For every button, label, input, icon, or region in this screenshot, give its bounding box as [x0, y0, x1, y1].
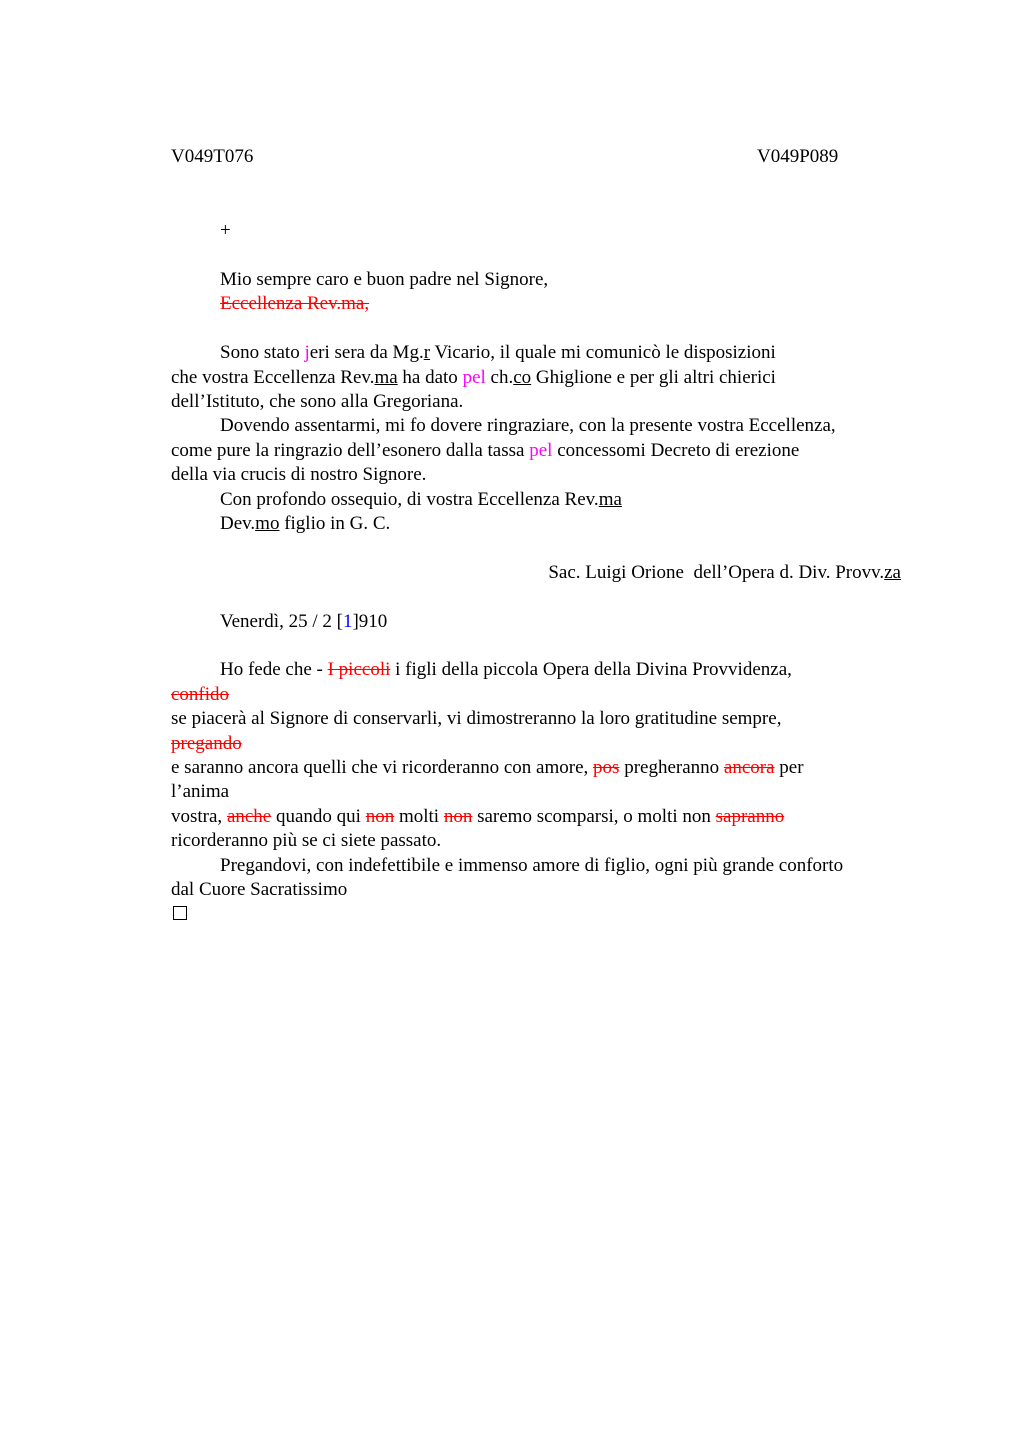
text: eri sera da Mg. [309, 342, 424, 364]
paragraph-3-line-1 [171, 658, 901, 682]
text: i figli della piccola Opera della Divina Provvidenza, [390, 659, 792, 681]
salutation-deleted: Eccellenza Rev.ma, [220, 293, 370, 315]
insertion-mark: pel [462, 366, 486, 388]
salutation: Mio sempre caro e buon padre nel Signore, [220, 268, 549, 290]
text: e saranno ancora quelli che vi ricorderanno con amore, [171, 757, 594, 779]
insertion-mark: j [304, 342, 310, 364]
document-page [171, 146, 901, 927]
deleted-text: pos [593, 757, 620, 779]
signature [171, 561, 901, 585]
volume-text-code: V049T076 [171, 146, 254, 167]
insertion-mark: pel [529, 439, 553, 461]
text: Dev. [220, 513, 256, 535]
paragraph-4-line-2: dal Cuore Sacratissimo [171, 879, 348, 901]
paragraph-4-line-1: Pregandovi, con indefettibile e immenso amore di figlio, ogni più grande conforto [220, 854, 844, 876]
text: Ho fede che - [220, 659, 328, 681]
text: pregheranno [619, 757, 724, 779]
signature-text: Sac. Luigi Orione dell’Opera d. Div. Provv. [548, 561, 885, 583]
abbreviation-suffix: za [884, 561, 901, 583]
abbreviation-suffix: r [423, 342, 431, 364]
end-mark-line [171, 902, 901, 926]
paragraph-2-line-1: Dovendo assentarmi, mi fo dovere ringraziare, con la presente vostra Eccellenza, [220, 415, 836, 437]
text: concessomi Decreto di erezione [552, 439, 800, 461]
editorial-insertion: 1 [342, 610, 353, 632]
date-line [171, 610, 901, 634]
paragraph-2-line-2 [171, 439, 901, 463]
abbreviation-suffix: co [513, 366, 532, 388]
text: saremo scomparsi, o molti non [472, 805, 716, 827]
abbreviation-suffix: ma [374, 366, 398, 388]
text: quando qui [271, 805, 366, 827]
paragraph-1-line-3: dell’Istituto, che sono alla Gregoriana. [171, 390, 464, 412]
paragraph-3-line-7 [171, 805, 901, 829]
paragraph-3-line-3: se piacerà al Signore di conservarli, vi dimostreranno la loro gratitudine sempre, [171, 708, 782, 730]
deleted-text: ancora [723, 757, 775, 779]
cross-mark: + [220, 220, 231, 242]
abbreviation-suffix: ma [598, 488, 622, 510]
deleted-text: pregando [171, 732, 242, 754]
deleted-text: sapranno [715, 805, 785, 827]
deleted-text: non [443, 805, 473, 827]
text: vostra, [171, 805, 227, 827]
text: ch. [485, 366, 514, 388]
text: Sono stato [220, 342, 305, 364]
text: Venerdì, 25 / 2 [ [220, 610, 343, 632]
paragraph-3-line-8: ricorderanno più se ci siete passato. [171, 830, 442, 852]
closing-line-1 [171, 488, 901, 512]
text: Con profondo ossequio, di vostra Eccellenza Rev. [220, 488, 599, 510]
deleted-text: confido [171, 683, 230, 705]
deleted-text: I piccoli [327, 659, 391, 681]
paragraph-3-line-4 [171, 732, 901, 756]
text: Vicario, il quale mi comunicò le disposizioni [430, 342, 776, 364]
paragraph-3-line-2 [171, 683, 901, 707]
document-header [171, 146, 901, 170]
paragraph-3-line-6: l’anima [171, 781, 230, 803]
closing-line-2 [171, 512, 901, 536]
text: ha dato [397, 366, 463, 388]
abbreviation-suffix: mo [255, 513, 280, 535]
text: Ghiglione e per gli altri chierici [531, 366, 776, 388]
paragraph-3-line-5 [171, 756, 901, 780]
deleted-text: anche [226, 805, 272, 827]
salutation-deleted-line [171, 292, 901, 316]
volume-page-code: V049P089 [757, 146, 839, 167]
text: molti [394, 805, 444, 827]
text: per [774, 757, 804, 779]
deleted-text: non [365, 805, 395, 827]
empty-square-icon [173, 906, 187, 920]
text: che vostra Eccellenza Rev. [171, 366, 375, 388]
text: figlio in G. C. [279, 513, 391, 535]
paragraph-1-line-2 [171, 366, 901, 390]
text: come pure la ringrazio dell’esonero dalla tassa [171, 439, 530, 461]
paragraph-1-line-1 [171, 341, 901, 365]
paragraph-2-line-3: della via crucis di nostro Signore. [171, 464, 427, 486]
text: ]910 [352, 610, 388, 632]
